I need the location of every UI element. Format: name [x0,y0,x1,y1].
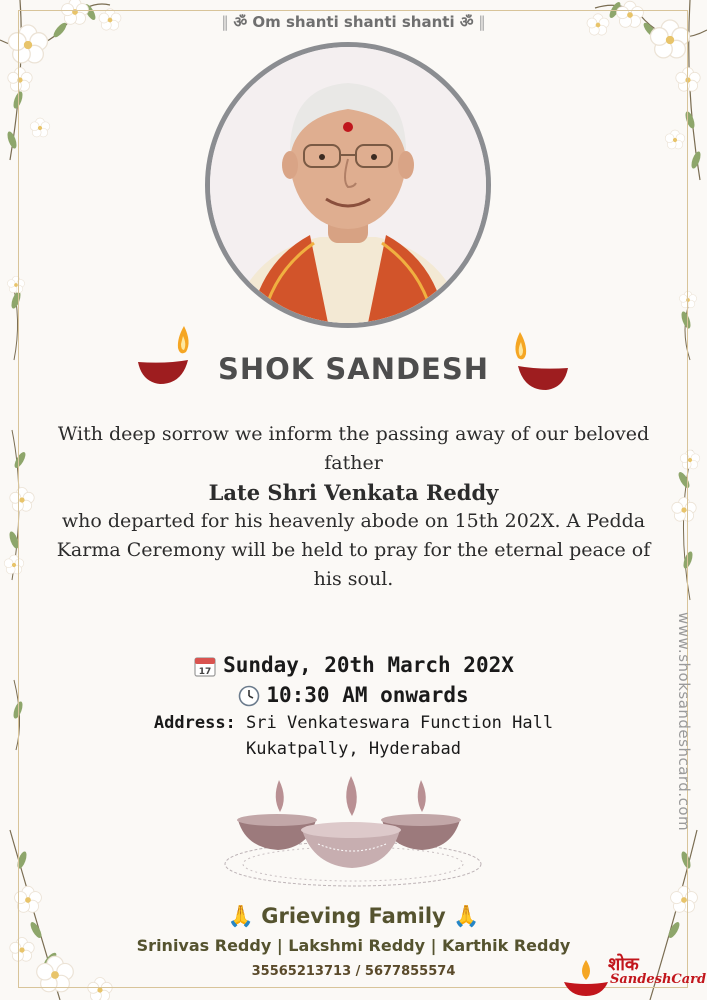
ceremony-line: who departed for his heavenly abode on 15th 202X. A Pedda Karma Ceremony will be held to pray for the eternal peace of his soul. [56,510,651,590]
logo-text-english: SandeshCard [610,972,707,987]
clock-icon [238,685,260,707]
deceased-name: Late Shri Venkata Reddy [208,480,499,505]
event-details [40,650,667,762]
chant-text: ॐ Om shanti shanti shanti ॐ [233,13,474,31]
address-label: Address: [153,713,236,733]
calendar-day: 17 [198,667,212,677]
family-members: Srinivas Reddy | Lakshmi Reddy | Karthik Reddy [136,936,571,955]
om-shanti-header: ‖ ॐ Om shanti shanti shanti ॐ ‖ [221,13,486,31]
calendar-icon [193,654,217,678]
diya-logo-icon [562,958,610,998]
card-title: SHOK SANDESH [217,352,490,386]
family-heading: Grieving Family [261,904,446,928]
folded-hands-icon: 🙏 [453,904,480,928]
address-line-1: Sri Venkateswara Function Hall [246,713,554,733]
event-time: 10:30 AM onwards [266,683,469,707]
brand-logo [560,950,705,1000]
address-line-2: Kukatpally, Hyderabad [246,739,461,759]
heading-row [0,352,707,386]
logo-text-hindi: शोक [608,954,639,975]
folded-hands-icon: 🙏 [227,904,254,928]
event-date: Sunday, 20th March 202X [223,653,514,677]
intro-line: With deep sorrow we inform the passing away of our beloved father [57,423,650,474]
portrait-frame [205,42,491,328]
three-diyas-illustration [218,772,488,894]
portrait-photo [210,47,486,323]
announcement-text [40,420,667,594]
contact-numbers: 35565213713 / 5677855574 [251,964,456,979]
website-watermark: www.shoksandeshcard.com [675,612,693,832]
